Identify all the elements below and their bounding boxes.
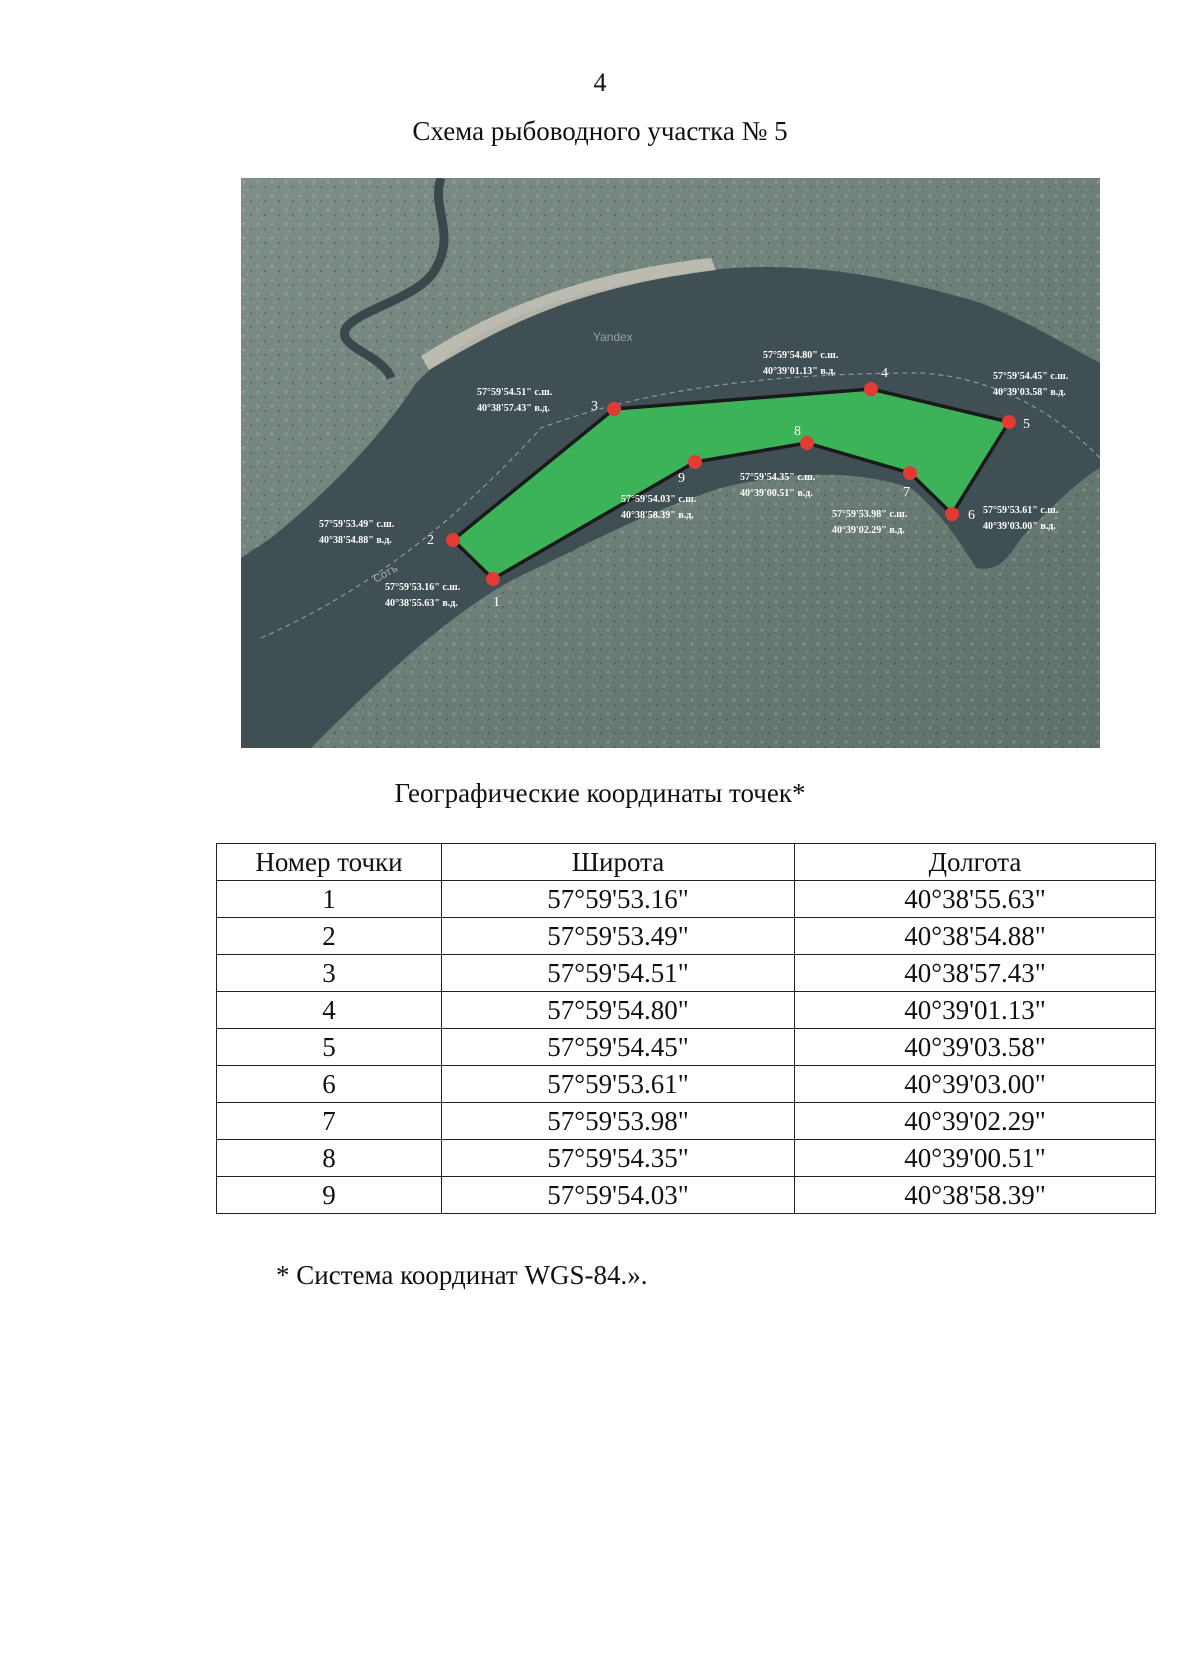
point-number-6: 6 [968,508,975,523]
table-row [217,1103,1156,1140]
point-number-9: 9 [678,471,685,486]
coordinates-table [216,843,1156,1214]
cell-lon: 40°39'01.13" [795,992,1156,1029]
point-number-4: 4 [881,366,888,381]
cell-lon: 40°39'02.29" [795,1103,1156,1140]
label-8-lat: 57°59'54.35" с.ш. [740,472,816,483]
cell-point: 8 [217,1140,442,1177]
cell-lat: 57°59'54.80" [442,992,795,1029]
table-row [217,1029,1156,1066]
table-title: Географические координаты точек* [394,778,806,808]
cell-lon: 40°39'00.51" [795,1140,1156,1177]
label-3-lat: 57°59'54.51" с.ш. [477,387,553,398]
cell-lat: 57°59'53.16" [442,881,795,918]
cell-point: 9 [217,1177,442,1214]
map-watermark: Yandex [593,330,633,344]
cell-lon: 40°38'58.39" [795,1177,1156,1214]
point-marker-6 [945,507,959,521]
table-row [217,918,1156,955]
point-marker-5 [1002,415,1016,429]
cell-lat: 57°59'53.98" [442,1103,795,1140]
point-marker-7 [903,466,917,480]
cell-lon: 40°38'57.43" [795,955,1156,992]
label-7-lon: 40°39'02.29" в.д. [832,525,905,536]
label-1-lon: 40°38'55.63" в.д. [385,598,458,609]
cell-point: 4 [217,992,442,1029]
label-2-lat: 57°59'53.49" с.ш. [319,519,395,530]
label-5-lat: 57°59'54.45" с.ш. [993,371,1069,382]
cell-point: 1 [217,881,442,918]
label-5-lon: 40°39'03.58" в.д. [993,387,1066,398]
header-point-number: Номер точки [217,844,442,881]
label-3-lon: 40°38'57.43" в.д. [477,403,550,414]
cell-point: 3 [217,955,442,992]
table-row [217,881,1156,918]
cell-lat: 57°59'53.61" [442,1066,795,1103]
table-row [217,1140,1156,1177]
table-row [217,1177,1156,1214]
scheme-title: Схема рыбоводного участка № 5 [412,116,788,146]
river-name: Сотъ [371,562,400,586]
point-number-5: 5 [1023,417,1030,432]
point-marker-8 [800,436,814,450]
cell-lat: 57°59'54.35" [442,1140,795,1177]
cell-lon: 40°39'03.00" [795,1066,1156,1103]
satellite-map [241,178,1100,748]
label-6-lon: 40°39'03.00" в.д. [983,521,1056,532]
cell-lat: 57°59'54.51" [442,955,795,992]
footnote: * Система координат WGS-84.». [276,1260,648,1290]
header-longitude: Долгота [795,844,1156,881]
cell-lon: 40°39'03.58" [795,1029,1156,1066]
map-svg [241,178,1100,748]
cell-lat: 57°59'54.45" [442,1029,795,1066]
label-4-lon: 40°39'01.13" в.д. [763,366,836,377]
label-8-lon: 40°39'00.51" в.д. [740,488,813,499]
point-number-1: 1 [493,595,500,610]
table-row [217,955,1156,992]
cell-lat: 57°59'53.49" [442,918,795,955]
page-number: 4 [593,68,607,97]
cell-lat: 57°59'54.03" [442,1177,795,1214]
table-row [217,1066,1156,1103]
point-marker-4 [864,382,878,396]
header-latitude: Широта [442,844,795,881]
point-number-2: 2 [427,533,434,548]
label-4-lat: 57°59'54.80" с.ш. [763,350,839,361]
table-header-row [217,844,1156,881]
cell-point: 7 [217,1103,442,1140]
label-7-lat: 57°59'53.98" с.ш. [832,509,908,520]
point-number-8: 8 [794,424,801,439]
point-marker-3 [607,402,621,416]
label-6-lat: 57°59'53.61" с.ш. [983,505,1059,516]
point-number-3: 3 [591,399,598,414]
cell-point: 2 [217,918,442,955]
table-row [217,992,1156,1029]
cell-lon: 40°38'55.63" [795,881,1156,918]
label-2-lon: 40°38'54.88" в.д. [319,535,392,546]
cell-lon: 40°38'54.88" [795,918,1156,955]
label-1-lat: 57°59'53.16" с.ш. [385,582,461,593]
label-9-lon: 40°38'58.39" в.д. [621,510,694,521]
cell-point: 6 [217,1066,442,1103]
point-number-7: 7 [903,485,910,500]
cell-point: 5 [217,1029,442,1066]
point-marker-1 [486,572,500,586]
point-marker-2 [446,533,460,547]
label-9-lat: 57°59'54.03" с.ш. [621,494,697,505]
point-marker-9 [688,455,702,469]
